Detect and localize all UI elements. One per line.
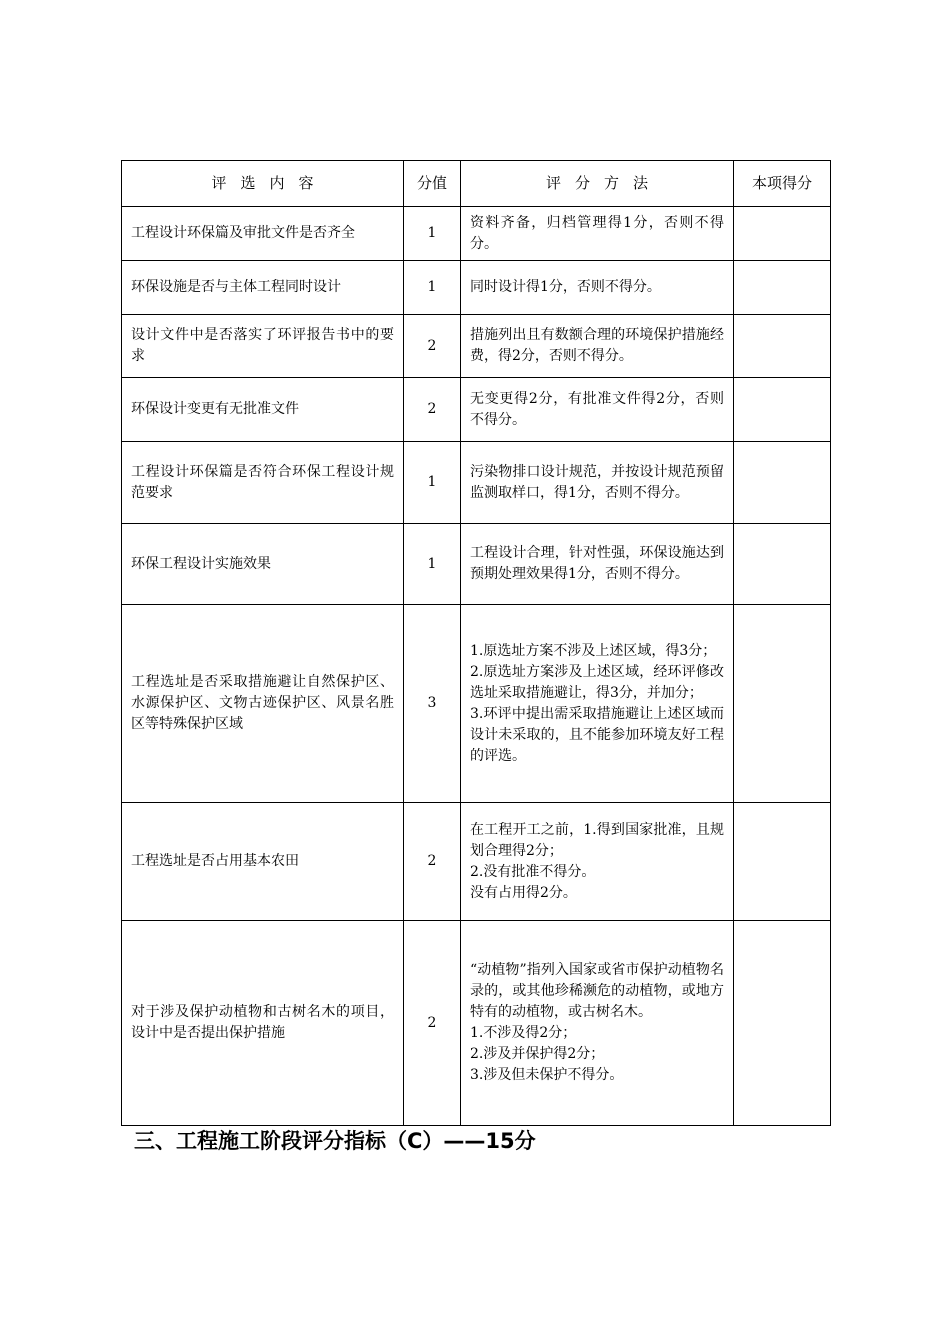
header-earned: 本项得分 xyxy=(734,161,831,207)
row-content: 设计文件中是否落实了环评报告书中的要求 xyxy=(122,315,404,378)
row-score: 3 xyxy=(404,605,461,803)
row-earned-score-cell[interactable] xyxy=(734,378,831,442)
table-row xyxy=(122,261,831,315)
method-line: 在工程开工之前，1.得到国家批准，且规划合理得2分； xyxy=(470,821,724,859)
table-header-row xyxy=(122,161,831,207)
row-method xyxy=(461,207,734,261)
row-content: 工程选址是否占用基本农田 xyxy=(122,803,404,921)
row-earned-score-cell[interactable] xyxy=(734,605,831,803)
table-row xyxy=(122,442,831,524)
row-earned-score-cell[interactable] xyxy=(734,261,831,315)
row-score: 2 xyxy=(404,315,461,378)
method-line: 措施列出且有数额合理的环境保护措施经费，得2分，否则不得分。 xyxy=(470,327,724,364)
header-score: 分值 xyxy=(404,161,461,207)
row-score: 1 xyxy=(404,207,461,261)
method-line: “动植物”指列入国家或省市保护动植物名录的，或其他珍稀濒危的动植物，或地方特有的动植物，或古树名木。 xyxy=(470,962,724,1020)
table-row xyxy=(122,378,831,442)
method-line: 工程设计合理，针对性强，环保设施达到预期处理效果得1分，否则不得分。 xyxy=(470,545,724,582)
row-earned-score-cell[interactable] xyxy=(734,315,831,378)
method-line: 1.原选址方案不涉及上述区域，得3分； xyxy=(470,642,717,659)
row-score: 2 xyxy=(404,378,461,442)
row-method xyxy=(461,605,734,803)
method-line: 同时设计得1分，否则不得分。 xyxy=(470,279,661,295)
row-earned-score-cell[interactable] xyxy=(734,442,831,524)
row-method xyxy=(461,315,734,378)
table-body xyxy=(122,207,831,1126)
table-row xyxy=(122,921,831,1126)
row-earned-score-cell[interactable] xyxy=(734,207,831,261)
table-row xyxy=(122,315,831,378)
row-method xyxy=(461,261,734,315)
row-content: 工程选址是否采取措施避让自然保护区、水源保护区、文物古迹保护区、风景名胜区等特殊保护区域 xyxy=(122,605,404,803)
header-content: 评选内容 xyxy=(122,161,404,207)
row-score: 2 xyxy=(404,803,461,921)
header-method: 评分方法 xyxy=(461,161,734,207)
row-method xyxy=(461,803,734,921)
section-heading: 三、工程施工阶段评分指标（C）——15分 xyxy=(134,1129,536,1153)
row-score: 2 xyxy=(404,921,461,1126)
row-method xyxy=(461,442,734,524)
table-row xyxy=(122,605,831,803)
method-line: 2.涉及并保护得2分； xyxy=(470,1046,605,1062)
row-method xyxy=(461,921,734,1126)
row-score: 1 xyxy=(404,442,461,524)
method-line: 3.环评中提出需采取措施避让上述区域而设计未采取的，且不能参加环境友好工程的评选。 xyxy=(470,705,724,764)
row-content: 环保工程设计实施效果 xyxy=(122,524,404,605)
row-content: 环保设计变更有无批准文件 xyxy=(122,378,404,442)
row-earned-score-cell[interactable] xyxy=(734,803,831,921)
table-row xyxy=(122,803,831,921)
method-line: 资料齐备，归档管理得1分，否则不得分。 xyxy=(470,214,724,252)
row-method xyxy=(461,524,734,605)
scoring-table xyxy=(121,160,831,1126)
method-line: 2.原选址方案涉及上述区域，经环评修改选址采取措施避让，得3分，并加分； xyxy=(470,663,724,701)
row-content: 对于涉及保护动植物和古树名木的项目，设计中是否提出保护措施 xyxy=(122,921,404,1126)
row-score: 1 xyxy=(404,524,461,605)
row-method xyxy=(461,378,734,442)
method-line: 1.不涉及得2分； xyxy=(470,1025,577,1041)
row-content: 工程设计环保篇及审批文件是否齐全 xyxy=(122,207,404,261)
method-line: 污染物排口设计规范，并按设计规范预留监测取样口，得1分，否则不得分。 xyxy=(470,463,724,501)
row-score: 1 xyxy=(404,261,461,315)
row-content: 环保设施是否与主体工程同时设计 xyxy=(122,261,404,315)
row-earned-score-cell[interactable] xyxy=(734,524,831,605)
method-line: 3.涉及但未保护不得分。 xyxy=(470,1067,624,1083)
method-line: 没有占用得2分。 xyxy=(470,884,577,901)
table-row xyxy=(122,207,831,261)
table-row xyxy=(122,524,831,605)
row-earned-score-cell[interactable] xyxy=(734,921,831,1126)
method-line: 2.没有批准不得分。 xyxy=(470,863,596,880)
row-content: 工程设计环保篇是否符合环保工程设计规范要求 xyxy=(122,442,404,524)
method-line: 无变更得2分，有批准文件得2分，否则不得分。 xyxy=(470,390,724,428)
